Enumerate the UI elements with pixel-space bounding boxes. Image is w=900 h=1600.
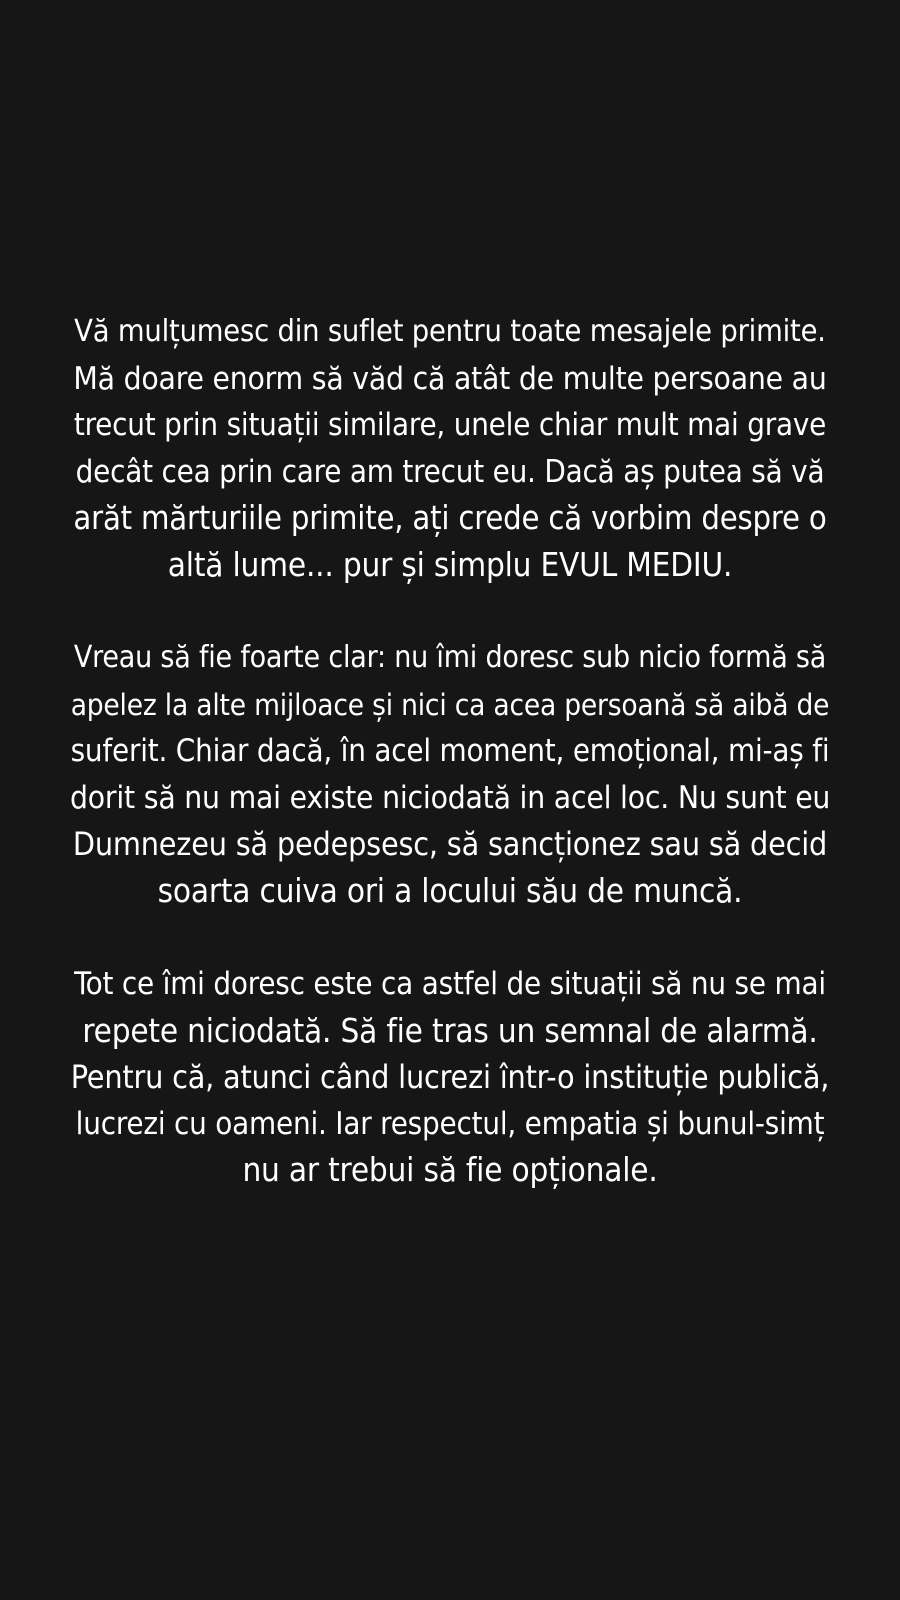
paragraph-line: Vreau să fie foarte clar: nu îmi doresc sub nicio formă să xyxy=(73,640,827,675)
paragraph-line: repete niciodată. Să fie tras un semnal de alarmă. xyxy=(82,1010,818,1050)
paragraph-line: dorit să nu mai existe niciodată in acel loc. Nu sunt eu xyxy=(70,779,831,816)
paragraph-line: trecut prin situații similare, unele chiar mult mai grave xyxy=(73,407,827,443)
paragraph-line: nu ar trebui să fie opționale. xyxy=(242,1150,658,1189)
paragraph-line: arăt mărturiile primite, ați crede că vorbim despre o xyxy=(73,499,827,537)
paragraph-line: suferit. Chiar dacă, în acel moment, emoțional, mi-aș fi xyxy=(70,733,830,769)
paragraph-2 xyxy=(70,635,830,914)
paragraph-line: lucrezi cu oameni. Iar respectul, empatia și bunul-simț xyxy=(75,1105,825,1142)
paragraph-line: Vă mulțumesc din suflet pentru toate mesajele primite. xyxy=(74,314,826,349)
paragraph-line: decât cea prin care am trecut eu. Dacă aș putea să vă xyxy=(75,453,825,490)
paragraph-line: apelez la alte mijloace și nici ca acea persoană să aibă de xyxy=(70,687,830,722)
story-text-block xyxy=(70,309,830,1194)
paragraph-line: Pentru că, atunci când lucrezi într-o instituție publică, xyxy=(70,1058,830,1096)
paragraph-line: Mă doare enorm să văd că atât de multe persoane au xyxy=(73,360,827,397)
paragraph-line: Dumnezeu să pedepsesc, să sancționez sau să decid xyxy=(72,825,828,863)
paragraph-line: Tot ce îmi doresc este ca astfel de situații să nu se mai xyxy=(74,966,826,1002)
paragraph-1 xyxy=(70,309,830,588)
paragraph-line: altă lume... pur și simplu EVUL MEDIU. xyxy=(167,544,733,584)
paragraph-line: soarta cuiva ori a locului său de muncă. xyxy=(157,870,743,910)
paragraph-3 xyxy=(70,961,830,1194)
